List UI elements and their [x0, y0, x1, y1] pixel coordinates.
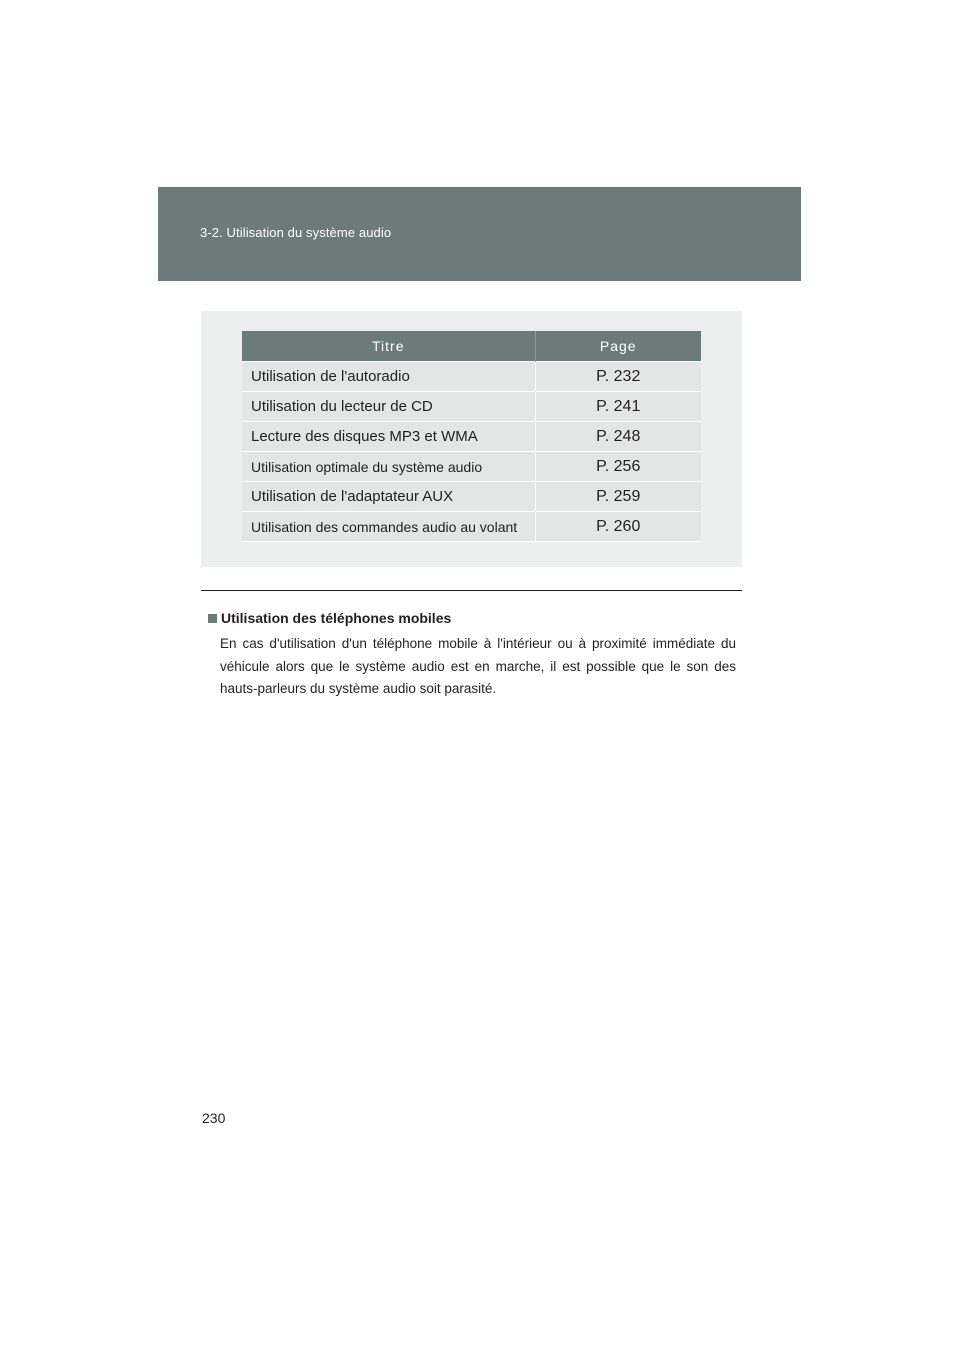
reference-table: [242, 331, 701, 542]
row-title: Utilisation des commandes audio au volant: [242, 512, 535, 542]
table-row: [242, 452, 701, 482]
row-title: Utilisation du lecteur de CD: [242, 392, 535, 422]
section-header-band: [158, 187, 801, 281]
table-header-row: [242, 331, 701, 362]
row-page-ref: P. 232: [535, 362, 701, 392]
row-title: Utilisation de l'adaptateur AUX: [242, 482, 535, 512]
column-header-title: Titre: [242, 331, 535, 362]
table-row: [242, 422, 701, 452]
row-page-ref: P. 260: [535, 512, 701, 542]
note-heading-text: Utilisation des téléphones mobiles: [221, 610, 452, 626]
section-divider: [201, 590, 742, 591]
table-row: [242, 362, 701, 392]
column-header-page: Page: [535, 331, 701, 362]
row-page-ref: P. 241: [535, 392, 701, 422]
square-bullet-icon: [208, 614, 217, 623]
reference-table-panel: [201, 311, 742, 567]
note-heading: [208, 610, 451, 626]
note-body: En cas d'utilisation d'un téléphone mobile à l'intérieur ou à proximité immédiate du véhicule alors que le système audio est en marche, il est possible que le son des hauts-parleurs du système audio soit parasité.: [220, 636, 736, 696]
row-title: Utilisation de l'autoradio: [242, 362, 535, 392]
table-row: [242, 512, 701, 542]
row-title: Lecture des disques MP3 et WMA: [242, 422, 535, 452]
row-title: Utilisation optimale du système audio: [242, 452, 535, 482]
table-row: [242, 482, 701, 512]
row-page-ref: P. 256: [535, 452, 701, 482]
row-page-ref: P. 248: [535, 422, 701, 452]
section-title: 3-2. Utilisation du système audio: [200, 225, 392, 240]
page-number: 230: [202, 1110, 226, 1126]
row-page-ref: P. 259: [535, 482, 701, 512]
table-row: [242, 392, 701, 422]
